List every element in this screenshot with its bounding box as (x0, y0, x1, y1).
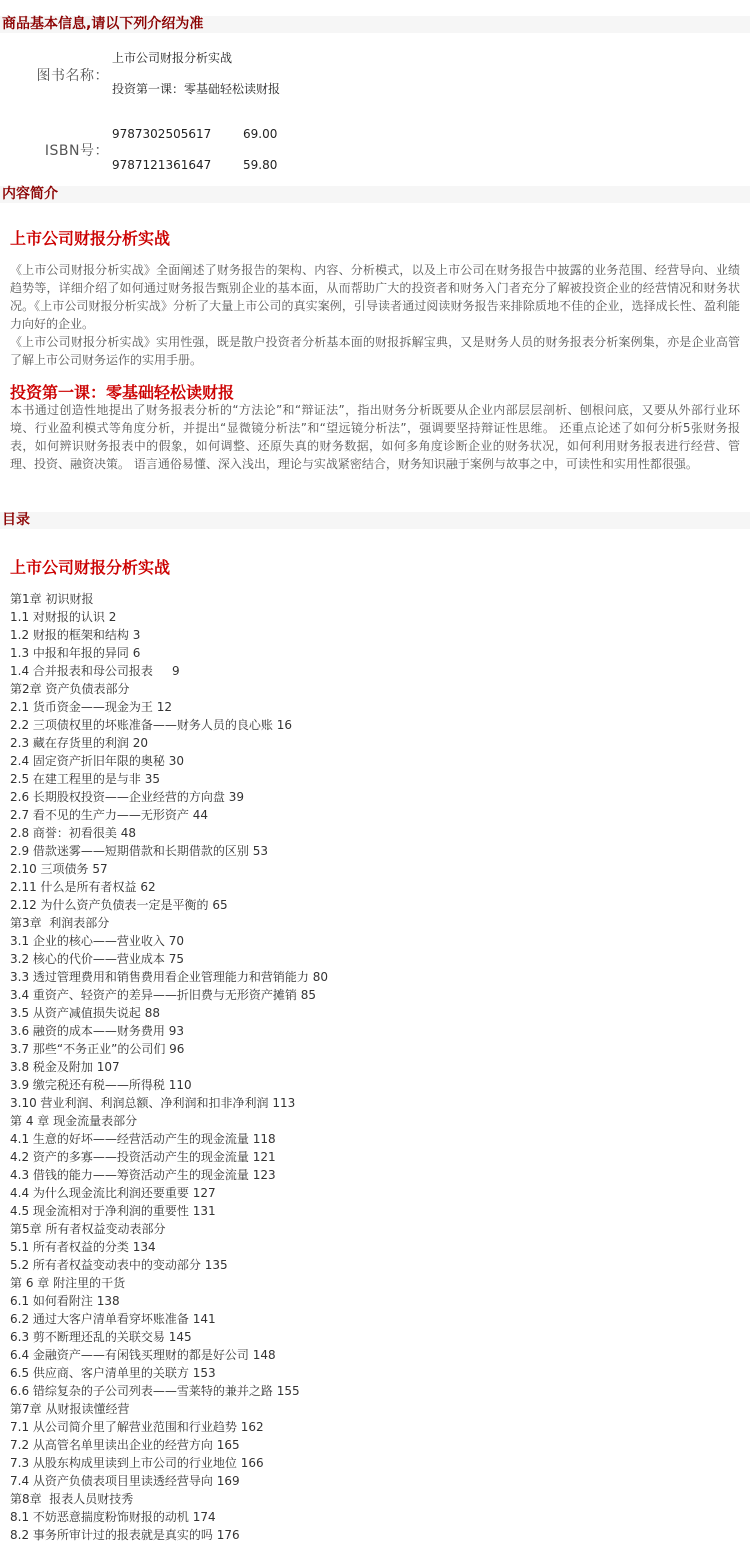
isbn-row (112, 158, 277, 189)
toc-item: 2.10 三项债务 57 (10, 862, 108, 876)
toc-item: 4.1 生意的好坏——经营活动产生的现金流量 118 (10, 1132, 276, 1146)
toc-item: 2.5 在建工程里的是与非 35 (10, 772, 160, 786)
isbn-number: 9787302505617 (112, 127, 212, 141)
toc-item: 1.3 中报和年报的异同 6 (10, 646, 141, 660)
intro-paragraph: 本书通过创造性地提出了财务报表分析的“方法论”和“辩证法”，指出财务分析既要从企业内部层层剖析、刨根问底，又要从外部行业环境、行业盈利模式等角度分析，并提出“显微镜分析法”和“望远镜分析法”，强调要坚持辩证性思维。 还重点论述了如何分析5张财务报表，如何辨识财务报表中的假象，如何调整、还原失真的财务数据，如何多角度诊断企业的财务状况，如何利用财务报表进行经营、管理、投资、融资决策。 语言通俗易懂、深入浅出，理论与实战紧密结合，财务知识融于案例与故事之中，可读性和实用性都很强。 (10, 403, 740, 471)
toc-item: 3.3 透过管理费用和销售费用看企业管理能力和营销能力 80 (10, 970, 328, 984)
toc-book-title: 上市公司财报分析实战 (10, 558, 171, 577)
toc-item: 5.1 所有者权益的分类 134 (10, 1240, 156, 1254)
toc-item: 6.1 如何看附注 138 (10, 1294, 120, 1308)
price: 69.00 (243, 127, 278, 141)
toc-item: 3.10 营业利润、利润总额、净利润和扣非净利润 113 (10, 1096, 296, 1110)
toc-item: 3.9 缴完税还有税——所得税 110 (10, 1078, 192, 1092)
toc-item: 5.2 所有者权益变动表中的变动部分 135 (10, 1258, 228, 1272)
toc-item: 第2章 资产负债表部分 (10, 682, 130, 696)
toc-item: 3.4 重资产、轻资产的差异——折旧费与无形资产摊销 85 (10, 988, 316, 1002)
toc-item: 第 4 章 现金流量表部分 (10, 1114, 138, 1128)
toc-item: 6.3 剪不断理还乱的关联交易 145 (10, 1330, 192, 1344)
toc-item: 4.4 为什么现金流比利润还要重要 127 (10, 1186, 216, 1200)
toc-item: 4.5 现金流相对于净利润的重要性 131 (10, 1204, 216, 1218)
toc-item: 2.11 什么是所有者权益 62 (10, 880, 156, 894)
toc-item: 第3章 利润表部分 (10, 916, 110, 930)
toc-item: 3.7 那些“不务正业”的公司们 96 (10, 1042, 185, 1056)
isbn-label: ISBN号： (44, 143, 109, 159)
intro-book-title-2: 投资第一课：零基础轻松读财报 (10, 383, 235, 402)
toc-item: 2.8 商誉：初看很美 48 (10, 826, 136, 840)
toc-item: 2.12 为什么资产负债表一定是平衡的 65 (10, 898, 228, 912)
toc-item: 3.2 核心的代价——营业成本 75 (10, 952, 184, 966)
intro-paragraph: 《上市公司财报分析实战》实用性强，既是散户投资者分析基本面的财报拆解宝典，又是财务人员的财务报表分析案例集，亦是企业高管了解上市公司财务运作的实用手册。 (10, 335, 740, 367)
title-value-2: 投资第一课：零基础轻松读财报 (112, 82, 281, 96)
section-header-basic-info: 商品基本信息,请以下列介绍为准 (0, 16, 750, 33)
toc-item: 2.1 货币资金——现金为王 12 (10, 700, 172, 714)
toc-item: 6.2 通过大客户清单看穿坏账准备 141 (10, 1312, 216, 1326)
toc-item: 4.3 借钱的能力——筹资活动产生的现金流量 123 (10, 1168, 276, 1182)
toc-item: 6.5 供应商、客户清单里的关联方 153 (10, 1366, 216, 1380)
section-header-toc: 目录 (0, 512, 750, 529)
toc-item: 6.6 错综复杂的子公司列表——雪莱特的兼并之路 155 (10, 1384, 300, 1398)
toc-item: 2.9 借款迷雾——短期借款和长期借款的区别 53 (10, 844, 268, 858)
toc-item: 3.8 税金及附加 107 (10, 1060, 120, 1074)
toc-item: 第1章 初识财报 (10, 592, 94, 606)
toc-item: 7.2 从高管名单里读出企业的经营方向 165 (10, 1438, 240, 1452)
price: 59.80 (243, 158, 278, 172)
toc-item: 1.4 合并报表和母公司报表 9 (10, 664, 180, 678)
toc-item: 2.6 长期股权投资——企业经营的方向盘 39 (10, 790, 244, 804)
toc-item: 8.2 事务所审计过的报表就是真实的吗 176 (10, 1528, 240, 1542)
toc-list (10, 590, 328, 1544)
toc-item: 7.3 从股东构成里读到上市公司的行业地位 166 (10, 1456, 264, 1470)
intro-description-1 (0, 261, 750, 369)
toc-item: 8.1 不妨恶意揣度粉饰财报的动机 174 (10, 1510, 216, 1524)
intro-description-2 (0, 401, 750, 473)
toc-item: 1.1 对财报的认识 2 (10, 610, 117, 624)
intro-book-title-1: 上市公司财报分析实战 (10, 229, 171, 248)
title-label: 图书名称： (36, 68, 109, 84)
toc-item: 2.2 三项债权里的坏账准备——财务人员的良心账 16 (10, 718, 292, 732)
title-values (112, 51, 280, 113)
section-header-intro: 内容简介 (0, 186, 750, 203)
isbn-values (112, 127, 277, 189)
toc-item: 第7章 从财报读懂经营 (10, 1402, 130, 1416)
toc-item: 1.2 财报的框架和结构 3 (10, 628, 141, 642)
title-value-1: 上市公司财报分析实战 (112, 51, 233, 65)
intro-paragraph: 《上市公司财报分析实战》全面阐述了财务报告的架构、内容、分析模式，以及上市公司在财务报告中披露的业务范围、经营导向、业绩趋势等，详细介绍了如何通过财务报告甄别企业的基本面，从而帮助广大的投资者和财务入门者充分了解被投资企业的经营情况和财务状况。《上市公司财报分析实战》分析了大量上市公司的真实案例，引导读者通过阅读财务报告来排除质地不佳的企业，选择成长性、盈利能力向好的企业。 (10, 263, 740, 331)
toc-item: 6.4 金融资产——有闲钱买理财的都是好公司 148 (10, 1348, 276, 1362)
toc-item: 3.5 从资产减值损失说起 88 (10, 1006, 160, 1020)
toc-item: 2.3 藏在存货里的利润 20 (10, 736, 148, 750)
toc-item: 3.1 企业的核心——营业收入 70 (10, 934, 184, 948)
toc-item: 第8章 报表人员财技秀 (10, 1492, 134, 1506)
isbn-row (112, 127, 277, 158)
toc-item: 4.2 资产的多寡——投资活动产生的现金流量 121 (10, 1150, 276, 1164)
isbn-number: 9787121361647 (112, 158, 212, 172)
toc-item: 第 6 章 附注里的干货 (10, 1276, 126, 1290)
toc-item: 7.1 从公司简介里了解营业范围和行业趋势 162 (10, 1420, 264, 1434)
toc-item: 7.4 从资产负债表项目里读透经营导向 169 (10, 1474, 240, 1488)
toc-item: 2.4 固定资产折旧年限的奥秘 30 (10, 754, 184, 768)
toc-item: 第5章 所有者权益变动表部分 (10, 1222, 166, 1236)
toc-item: 3.6 融资的成本——财务费用 93 (10, 1024, 184, 1038)
toc-item: 2.7 看不见的生产力——无形资产 44 (10, 808, 208, 822)
